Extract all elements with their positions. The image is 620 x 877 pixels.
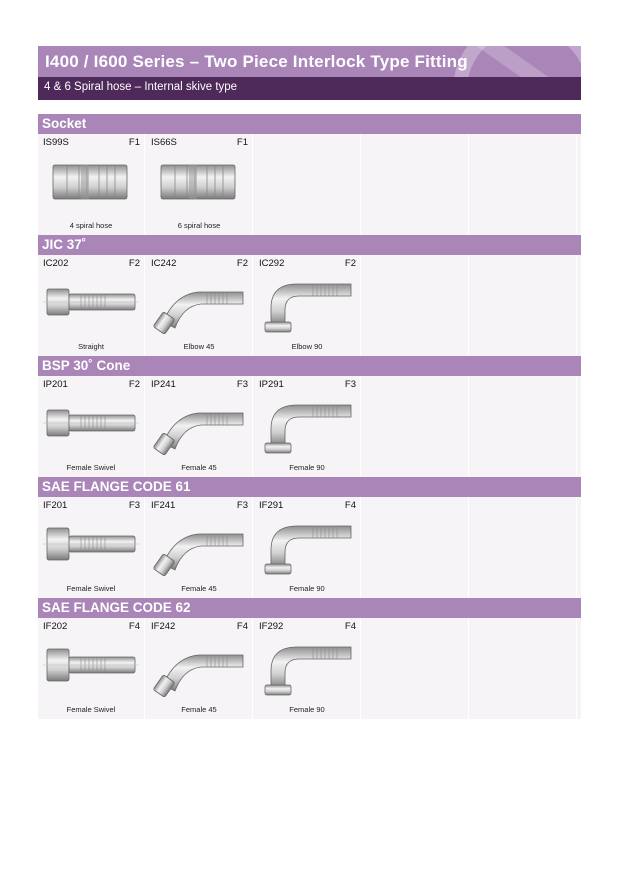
subtitle-bar xyxy=(38,77,581,100)
product-caption: 4 spiral hose xyxy=(69,221,113,230)
empty-cell xyxy=(254,134,361,235)
section-title: JIC 37˚ xyxy=(42,237,87,252)
section-header-bar xyxy=(38,598,581,618)
product-caption: Straight xyxy=(78,342,104,351)
empty-cell xyxy=(470,618,577,719)
product-code: IS99S xyxy=(43,137,69,148)
fitting-socket-image xyxy=(149,151,249,215)
product-class: F3 xyxy=(344,379,356,390)
product-code: IP241 xyxy=(151,379,176,390)
product-card[interactable] xyxy=(146,134,253,235)
product-code: IF202 xyxy=(43,621,68,632)
section-title: SAE FLANGE CODE 62 xyxy=(42,600,191,615)
fitting-flange-image xyxy=(41,514,141,578)
product-class: F4 xyxy=(344,500,356,511)
page-header xyxy=(38,46,581,100)
product-caption: 6 spiral hose xyxy=(177,221,221,230)
product-card[interactable] xyxy=(254,255,361,356)
section-header-bar xyxy=(38,235,581,255)
product-card[interactable] xyxy=(254,376,361,477)
product-code: IS66S xyxy=(151,137,177,148)
fitting-elbow45-image xyxy=(149,514,249,578)
product-class: F1 xyxy=(236,137,248,148)
section-title: BSP 30˚ Cone xyxy=(42,358,131,373)
product-card[interactable] xyxy=(146,376,253,477)
product-class: F3 xyxy=(236,379,248,390)
product-caption: Female 45 xyxy=(181,584,217,593)
product-code: IF241 xyxy=(151,500,176,511)
product-class: F2 xyxy=(128,258,140,269)
empty-cell xyxy=(362,376,469,477)
product-code: IP291 xyxy=(259,379,284,390)
product-caption: Female 45 xyxy=(181,463,217,472)
product-caption: Female 90 xyxy=(289,463,325,472)
fitting-elbow45-image xyxy=(149,635,249,699)
product-code: IP201 xyxy=(43,379,68,390)
fitting-elbow90-image xyxy=(257,635,357,699)
product-code: IF291 xyxy=(259,500,284,511)
empty-cell xyxy=(470,255,577,356)
section-5 xyxy=(38,598,581,719)
empty-cell xyxy=(362,618,469,719)
fitting-straight-image xyxy=(41,272,141,336)
product-class: F4 xyxy=(128,621,140,632)
product-card[interactable] xyxy=(38,376,145,477)
fitting-elbow45-image xyxy=(149,393,249,457)
empty-cell xyxy=(362,497,469,598)
empty-cell xyxy=(470,376,577,477)
product-card[interactable] xyxy=(146,497,253,598)
product-caption: Female 90 xyxy=(289,705,325,714)
product-code: IF201 xyxy=(43,500,68,511)
empty-cell xyxy=(362,134,469,235)
product-card[interactable] xyxy=(38,497,145,598)
product-card[interactable] xyxy=(254,618,361,719)
fitting-socket-image xyxy=(41,151,141,215)
empty-cell xyxy=(470,134,577,235)
product-class: F4 xyxy=(344,621,356,632)
fitting-elbow90-image xyxy=(257,393,357,457)
product-card[interactable] xyxy=(146,618,253,719)
product-code: IC292 xyxy=(259,258,285,269)
section-1 xyxy=(38,114,581,235)
product-class: F2 xyxy=(344,258,356,269)
fitting-elbow90-image xyxy=(257,272,357,336)
empty-cell xyxy=(470,497,577,598)
product-class: F1 xyxy=(128,137,140,148)
fitting-flange-image xyxy=(41,635,141,699)
page-subtitle: 4 & 6 Spiral hose – Internal skive type xyxy=(44,81,238,93)
product-class: F2 xyxy=(128,379,140,390)
product-class: F3 xyxy=(128,500,140,511)
product-caption: Female Swivel xyxy=(66,584,116,593)
product-caption: Female Swivel xyxy=(66,463,116,472)
fitting-elbow45-image xyxy=(149,272,249,336)
product-caption: Female 45 xyxy=(181,705,217,714)
product-card[interactable] xyxy=(146,255,253,356)
page-title: I400 / I600 Series – Two Piece Interlock Type Fitting xyxy=(45,52,468,71)
product-class: F4 xyxy=(236,621,248,632)
section-header-bar xyxy=(38,477,581,497)
product-caption: Elbow 90 xyxy=(291,342,323,351)
product-code: IC242 xyxy=(151,258,177,269)
product-class: F2 xyxy=(236,258,248,269)
product-card[interactable] xyxy=(254,497,361,598)
product-code: IC202 xyxy=(43,258,69,269)
product-card[interactable] xyxy=(38,255,145,356)
product-caption: Elbow 45 xyxy=(183,342,215,351)
section-header-bar xyxy=(38,114,581,134)
section-4 xyxy=(38,477,581,598)
fitting-elbow90-image xyxy=(257,514,357,578)
product-card[interactable] xyxy=(38,134,145,235)
product-caption: Female Swivel xyxy=(66,705,116,714)
product-class: F3 xyxy=(236,500,248,511)
section-3 xyxy=(38,356,581,477)
product-card[interactable] xyxy=(38,618,145,719)
section-title: SAE FLANGE CODE 61 xyxy=(42,479,191,494)
product-code: IF242 xyxy=(151,621,176,632)
fitting-straight-image xyxy=(41,393,141,457)
section-2 xyxy=(38,235,581,356)
empty-cell xyxy=(362,255,469,356)
product-code: IF292 xyxy=(259,621,284,632)
section-title: Socket xyxy=(42,116,87,131)
section-header-bar xyxy=(38,356,581,376)
product-caption: Female 90 xyxy=(289,584,325,593)
